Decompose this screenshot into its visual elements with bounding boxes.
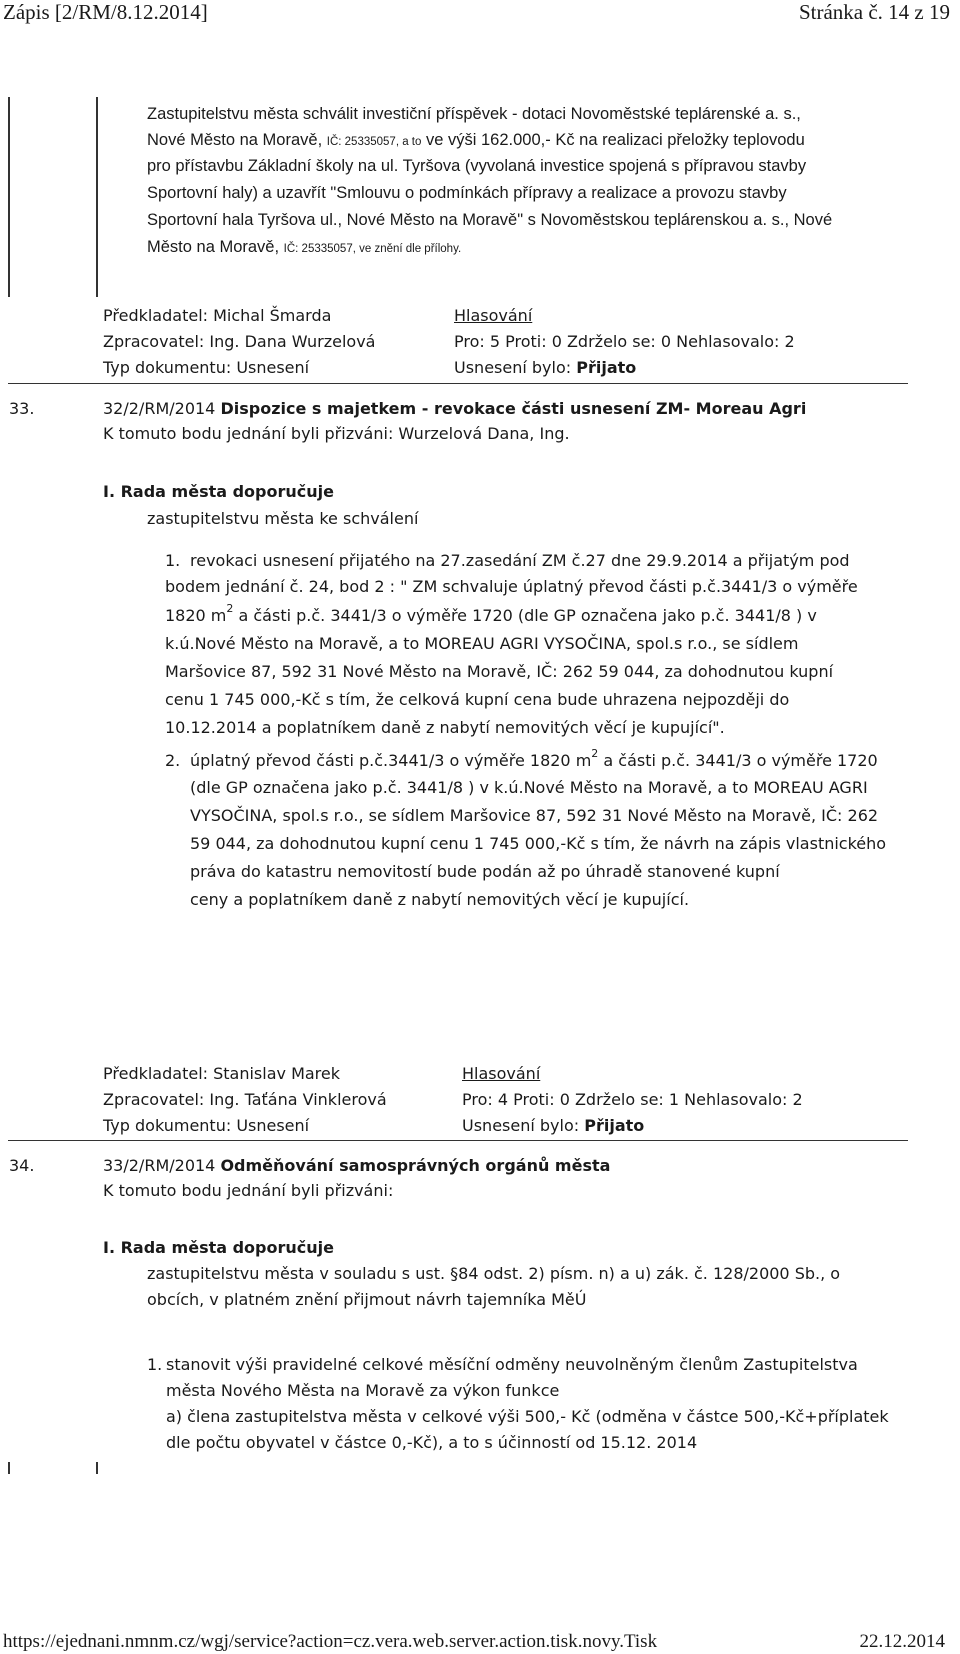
page-number: Stránka č. 14 z 19 [798, 0, 950, 24]
list-text-line: práva do katastru nemovitostí bude podán až po úhradě stanovené kupní [190, 862, 780, 881]
text-span: IČ: 25335057, a to [326, 136, 422, 148]
vote-result [454, 358, 636, 378]
list-text-line: k.ú.Nové Město na Moravě, a to MOREAU AGRI VYSOČINA, spol.s r.o., se sídlem [165, 634, 799, 653]
item-number: 33. [9, 399, 35, 418]
text-span: úplatný převod části p.č.3441/3 o výměře 1820 m [190, 751, 592, 770]
vote-counts: Pro: 5 Proti: 0 Zdrželo se: 0 Nehlasovalo: 2 [454, 332, 795, 351]
frame-line [96, 1462, 98, 1474]
prev-text-line: Sportovní haly) a uzavřít "Smlouvu o podmínkách přípravy a realizace a provozu stavby [147, 184, 787, 202]
list-text-line: cenu 1 745 000,-Kč s tím, že celková kupní cena bude uhrazena nejpozději do [165, 690, 790, 709]
list-text-line: 59 044, za dohodnutou kupní cenu 1 745 000,-Kč s tím, že návrh na zápis vlastnického [190, 834, 887, 853]
list-text-line: revokaci usnesení přijatého na 27.zasedání ZM č.27 dne 29.9.2014 a přijatým pod [190, 551, 850, 570]
item-title: Odměňování samosprávných orgánů města [220, 1156, 611, 1175]
result-label: Usnesení bylo: [454, 358, 572, 377]
divider [8, 1140, 908, 1141]
list-text-line: VYSOČINA, spol.s r.o., se sídlem Maršovice 87, 592 31 Nové Město na Moravě, IČ: 262 [190, 806, 879, 825]
prev-text-line: Sportovní hala Tyršova ul., Nové Město na Moravě" s Novoměstskou teplárenskou a. s., Nové [147, 211, 833, 229]
text-span: a části p.č. 3441/3 o výměře 1720 [603, 751, 878, 770]
document-type: Typ dokumentu: Usnesení [103, 358, 310, 377]
result-value: Přijato [584, 1116, 645, 1135]
item-title: Dispozice s majetkem - revokace části usnesení ZM- Moreau Agri [220, 399, 807, 418]
vote-result [462, 1116, 644, 1136]
superscript: 2 [226, 602, 234, 615]
invited-line: K tomuto bodu jednání byli přizváni: [103, 1181, 394, 1200]
footer-url: https://ejednani.nmnm.cz/wgj/service?action=cz.vera.web.server.action.tisk.novy.Tisk [3, 1631, 658, 1652]
document-type: Typ dokumentu: Usnesení [103, 1116, 310, 1135]
hlasovani-heading: Hlasování [462, 1064, 541, 1083]
list-text-line: Maršovice 87, 592 31 Nové Město na Moravě, IČ: 262 59 044, za dohodnutou kupní [165, 662, 834, 681]
list-number: 1. [147, 1355, 163, 1374]
text-span: a části p.č. 3441/3 o výměře 1720 (dle GP označena jako p.č. 3441/8 ) v [238, 606, 817, 625]
vote-counts: Pro: 4 Proti: 0 Zdrželo se: 1 Nehlasovalo: 2 [462, 1090, 803, 1109]
list-text-line [190, 747, 878, 771]
rada-heading: I. Rada města doporučuje [103, 482, 334, 501]
text-span: Nové Město na Moravě, [147, 131, 323, 149]
intro-line: obcích, v platném znění přijmout návrh tajemníka MěÚ [147, 1290, 587, 1309]
superscript: 2 [591, 747, 599, 760]
list-text-line: (dle GP označena jako p.č. 3441/8 ) v k.ú.Nové Město na Moravě, a to MOREAU AGRI [190, 778, 868, 797]
text-span: Město na Moravě, [147, 238, 280, 256]
frame-line [96, 97, 98, 297]
result-label: Usnesení bylo: [462, 1116, 580, 1135]
item-number: 34. [9, 1156, 35, 1175]
predkladatel: Předkladatel: Michal Šmarda [103, 306, 332, 325]
item-heading [103, 399, 806, 419]
prev-text-line [147, 130, 805, 152]
list-text-line: ceny a poplatníkem daně z nabytí nemovitých věcí je kupující. [190, 890, 690, 909]
footer-date: 22.12.2014 [859, 1631, 945, 1652]
result-value: Přijato [576, 358, 637, 377]
zpracovatel: Zpracovatel: Ing. Dana Wurzelová [103, 332, 376, 351]
text-span: 1820 m [165, 606, 227, 625]
divider [8, 383, 908, 384]
frame-line [8, 1462, 10, 1474]
list-text-line: a) člena zastupitelstva města v celkové výši 500,- Kč (odměna v částce 500,-Kč+příplatek [166, 1407, 889, 1426]
list-text-line: města Nového Města na Moravě za výkon funkce [166, 1381, 560, 1400]
list-text-line: dle počtu obyvatel v částce 0,-Kč), a to s účinností od 15.12. 2014 [166, 1433, 698, 1452]
page-header-title: Zápis [2/RM/8.12.2014] [3, 0, 208, 24]
prev-text-line: Zastupitelstvu města schválit investiční příspěvek - dotaci Novoměstské teplárenské a. s., [147, 105, 801, 123]
item-code: 33/2/RM/2014 [103, 1156, 216, 1175]
list-number: 2. [165, 751, 181, 770]
prev-text-line: pro přístavbu Základní školy na ul. Tyršova (vyvolaná investice spojená s přípravou stavby [147, 157, 807, 175]
recipient-line: zastupitelstvu města ke schválení [147, 509, 419, 528]
text-span: ve výši 162.000,- Kč na realizaci přeložky teplovodu [426, 131, 805, 149]
prev-text-line [147, 237, 461, 259]
frame-line [8, 97, 10, 297]
list-text-line: bodem jednání č. 24, bod 2 : " ZM schvaluje úplatný převod části p.č.3441/3 o výměře [165, 577, 858, 596]
list-text-line: 10.12.2014 a poplatníkem daně z nabytí nemovitých věcí je kupující". [165, 718, 725, 737]
hlasovani-heading: Hlasování [454, 306, 533, 325]
text-span: IČ: 25335057, ve znění dle přílohy. [283, 243, 462, 255]
predkladatel: Předkladatel: Stanislav Marek [103, 1064, 341, 1083]
item-heading [103, 1156, 610, 1176]
list-text-line: stanovit výši pravidelné celkové měsíční odměny neuvolněným členům Zastupitelstva [166, 1355, 858, 1374]
item-code: 32/2/RM/2014 [103, 399, 216, 418]
list-number: 1. [165, 551, 181, 570]
rada-heading: I. Rada města doporučuje [103, 1238, 334, 1257]
zpracovatel: Zpracovatel: Ing. Taťána Vinklerová [103, 1090, 387, 1109]
intro-line: zastupitelstvu města v souladu s ust. §84 odst. 2) písm. n) a u) zák. č. 128/2000 Sb., o [147, 1264, 841, 1283]
list-text-line [165, 602, 817, 626]
invited-line: K tomuto bodu jednání byli přizváni: Wurzelová Dana, Ing. [103, 424, 570, 443]
